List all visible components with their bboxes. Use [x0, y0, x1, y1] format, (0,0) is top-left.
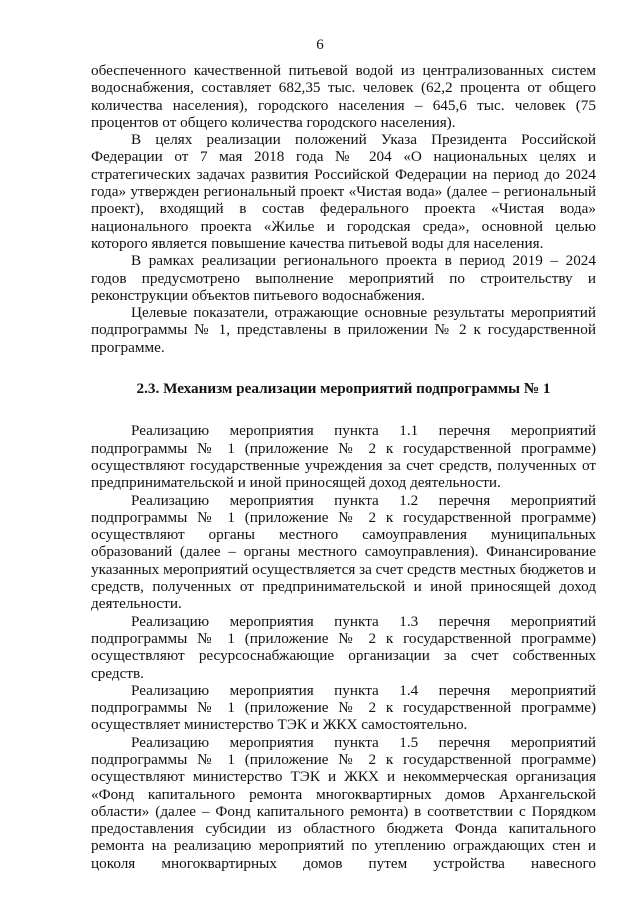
intro-paragraph-targets: Целевые показатели, отражающие основные результаты мероприятий подпрограммы № 1, представлены в приложении № 2 к государственной программе.: [91, 304, 596, 356]
intro-paragraph-decree: В целях реализации положений Указа Президента Российской Федерации от 7 мая 2018 года № 204 «О национальных целях и стратегических задачах развития Российской Федерации на период до 2024 года» утвержден региональный проект «Чистая вода» (далее – региональный проект), входящий в состав федерального проекта «Чистая вода» национального проекта «Жилье и городская среда», основной целью которого является повышение качества питьевой воды для населения.: [91, 131, 596, 252]
measure-paragraph-1-1: Реализацию мероприятия пункта 1.1 перечня мероприятий подпрограммы № 1 (приложение № 2 к государственной программе) осуществляют государственные учреждения за счет средств, полученных от предпринимательской и иной приносящей доход деятельности.: [91, 422, 596, 492]
measure-paragraph-1-2: Реализацию мероприятия пункта 1.2 перечня мероприятий подпрограммы № 1 (приложение № 2 к государственной программе) осуществляют органы местного самоуправления муниципальных образований (далее – органы местного самоуправления). Финансирование указанных мероприятий осуществляется за счет средств местных бюджетов и средств, полученных от предпринимательской и иной приносящей доход деятельности.: [91, 491, 596, 613]
section-heading: 2.3. Механизм реализации мероприятий подпрограммы № 1: [136, 380, 551, 398]
document-body: [91, 62, 596, 872]
intro-paragraph-continuation: обеспеченного качественной питьевой водой из централизованных систем водоснабжения, составляет 682,35 тыс. человек (62,2 процента от общего количества населения), городского населения – 645,6 тыс. человек (75 процентов от общего количества городского населения).: [91, 62, 596, 131]
intro-paragraph-regional-project: В рамках реализации регионального проекта в период 2019 – 2024 годов предусмотрено выполнение мероприятий по строительству и реконструкции объектов питьевого водоснабжения.: [91, 252, 596, 304]
measure-paragraph-1-5: Реализацию мероприятия пункта 1.5 перечня мероприятий подпрограммы № 1 (приложение № 2 к государственной программе) осуществляют министерство ТЭК и ЖКХ и некоммерческая организация «Фонд капитального ремонта многоквартирных домов Архангельской области» (далее – Фонд капитального ремонта) в соответствии с Порядком предоставления субсидии из областного бюджета Фонда капитального ремонта на реализацию мероприятий по утеплению ограждающих стен и цоколя многоквартирных домов путем устройства навесного: [91, 733, 596, 872]
page-number: 6: [316, 37, 324, 53]
measure-paragraph-1-4: Реализацию мероприятия пункта 1.4 перечня мероприятий подпрограммы № 1 (приложение № 2 к государственной программе) осуществляет министерство ТЭК и ЖКХ самостоятельно.: [91, 681, 596, 734]
measure-paragraph-1-3: Реализацию мероприятия пункта 1.3 перечня мероприятий подпрограммы № 1 (приложение № 2 к государственной программе) осуществляют ресурсоснабжающие организации за счет собственных средств.: [91, 612, 596, 682]
